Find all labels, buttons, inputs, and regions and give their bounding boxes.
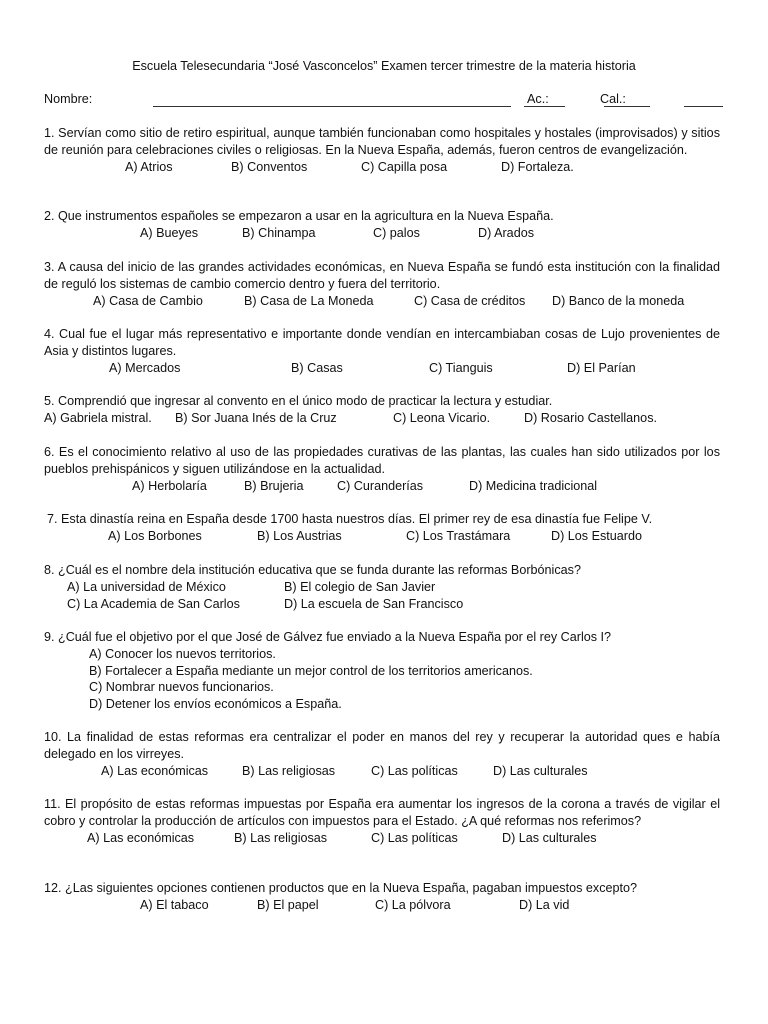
option-d: D) El Parían: [567, 360, 636, 375]
question-text: 10. La finalidad de estas reformas era centralizar el poder en manos del rey y recuperar la autoridad ques e había delegado en los virreyes.: [44, 730, 720, 761]
option-c: C) Los Trastámara: [406, 528, 511, 543]
option-b: B) Los Austrias: [257, 528, 342, 543]
options-row: [44, 763, 720, 780]
question-text: 5. Comprendió que ingresar al convento en el único modo de practicar la lectura y estudiar.: [44, 394, 553, 408]
option-c: C) Tianguis: [429, 360, 493, 375]
option-b: B) Chinampa: [242, 225, 316, 240]
option-b: B) Las religiosas: [234, 830, 328, 845]
options-row: [44, 293, 720, 310]
option-d: D) Banco de la moneda: [552, 293, 685, 308]
option-d: D) Fortaleza.: [501, 159, 574, 174]
cal-line: [604, 106, 650, 107]
options-row: [44, 579, 720, 596]
question-text: 12. ¿Las siguientes opciones contienen productos que en la Nueva España, pagaban impuestos excepto?: [44, 881, 638, 895]
option-b: B) Casa de La Moneda: [244, 293, 374, 308]
option-c: C) Las políticas: [371, 763, 458, 778]
options-row: [44, 897, 720, 914]
option-b: B) Conventos: [231, 159, 308, 174]
ac-line: [524, 106, 565, 107]
option-c: C) Capilla posa: [361, 159, 448, 174]
question-text: 2. Que instrumentos españoles se empezaron a usar en la agricultura en la Nueva España.: [44, 209, 554, 223]
option-b: B) Fortalecer a España mediante un mejor control de los territorios americanos.: [89, 663, 533, 678]
exam-title: Escuela Telesecundaria “José Vasconcelos” Examen tercer trimestre de la materia historia: [132, 59, 636, 73]
question-10: [44, 729, 720, 780]
option-a: A) Los Borbones: [108, 528, 202, 543]
option-b: B) El papel: [257, 897, 319, 912]
option-d: D) Rosario Castellanos.: [524, 410, 657, 425]
option-d: D) La escuela de San Francisco: [284, 596, 464, 611]
question-text: 11. El propósito de estas reformas impuestas por España era aumentar los ingresos de la corona a través de vigilar el cobro y controlar la producción de artículos con impuestos para el Estado. ¿A qué reformas nos referimos?: [44, 797, 720, 828]
option-c: C) Leona Vicario.: [393, 410, 491, 425]
options-row: [44, 478, 720, 495]
option-c: C) Nombrar nuevos funcionarios.: [89, 680, 274, 695]
option-a: A) Mercados: [109, 360, 181, 375]
option-b: B) Las religiosas: [242, 763, 336, 778]
question-5: [44, 393, 720, 427]
question-6: [44, 444, 720, 495]
options-row: [44, 360, 720, 377]
option-b: B) Sor Juana Inés de la Cruz: [175, 410, 337, 425]
option-a: A) Atrios: [125, 159, 173, 174]
question-text: 7. Esta dinastía reina en España desde 1700 hasta nuestros días. El primer rey de esa dinastía fue Felipe V.: [47, 512, 653, 526]
student-info-row: [0, 91, 768, 109]
option-a: A) Gabriela mistral.: [44, 410, 152, 425]
option-b: B) El colegio de San Javier: [284, 579, 436, 594]
question-7: [44, 511, 720, 545]
cal-label: Cal.:: [600, 92, 626, 106]
option-d: D) Arados: [478, 225, 534, 240]
option-c: C) La Academia de San Carlos: [67, 596, 240, 611]
option-c: C) La pólvora: [375, 897, 451, 912]
option-d: D) Los Estuardo: [551, 528, 642, 543]
options-row: [44, 596, 720, 613]
question-4: [44, 326, 720, 377]
question-9: [44, 629, 720, 713]
option-c: C) palos: [373, 225, 420, 240]
nombre-line: [153, 106, 511, 107]
option-d: D) Detener los envíos económicos a España.: [89, 697, 342, 712]
option-c: C) Curanderías: [337, 478, 424, 493]
question-text: 3. A causa del inicio de las grandes actividades económicas, en Nueva España se fundó esta institución con la finalidad de reguló los sistemas de cambio comercio dentro y fuera del territorio.: [44, 260, 720, 291]
option-d: D) La vid: [519, 897, 570, 912]
option-c: C) Casa de créditos: [414, 293, 526, 308]
option-d: D) Las culturales: [502, 830, 597, 845]
question-text: 9. ¿Cuál fue el objetivo por el que José de Gálvez fue enviado a la Nueva España por el rey Carlos I?: [44, 630, 612, 644]
question-12: [44, 880, 720, 914]
question-text: 4. Cual fue el lugar más representativo e importante donde vendían en intercambiaban cosas de Lujo provenientes de Asia y distintos lugares.: [44, 327, 720, 358]
option-d: D) Medicina tradicional: [469, 478, 598, 493]
option-a: A) Bueyes: [140, 225, 199, 240]
option-a: A) El tabaco: [140, 897, 209, 912]
options-row: [44, 225, 720, 242]
question-text: 6. Es el conocimiento relativo al uso de las propiedades curativas de las plantas, las cuales han sido utilizados por los pueblos prehispánicos y siguen utilizándose en la actualidad.: [44, 445, 720, 476]
option-a: A) Herbolaría: [132, 478, 207, 493]
question-text: 8. ¿Cuál es el nombre dela institución educativa que se funda durante las reformas Borbónicas?: [44, 563, 581, 577]
question-3: [44, 259, 720, 310]
option-a: A) Las económicas: [87, 830, 195, 845]
options-row: [44, 410, 720, 427]
question-8: [44, 562, 720, 613]
options-row: [44, 528, 720, 545]
question-text: 1. Servían como sitio de retiro espiritual, aunque también funcionaban como hospitales y hostales (improvisados) y sitios de reunión para celebraciones civiles o religiosas. En la Nueva España, además, fueron centros de evangelización.: [44, 126, 720, 157]
nombre-label: Nombre:: [44, 92, 93, 106]
question-1: [44, 125, 720, 176]
options-row: [44, 159, 720, 176]
option-d: D) Las culturales: [493, 763, 588, 778]
ac-label: Ac.:: [527, 92, 549, 106]
option-b: B) Casas: [291, 360, 343, 375]
question-2: [44, 208, 720, 242]
option-a: A) La universidad de México: [67, 579, 226, 594]
options-row: [44, 830, 720, 847]
option-b: B) Brujeria: [244, 478, 304, 493]
option-a: A) Conocer los nuevos territorios.: [89, 646, 276, 661]
option-a: A) Las económicas: [101, 763, 209, 778]
extra-line: [684, 106, 723, 107]
option-a: A) Casa de Cambio: [93, 293, 203, 308]
question-11: [44, 796, 720, 847]
option-c: C) Las políticas: [371, 830, 458, 845]
